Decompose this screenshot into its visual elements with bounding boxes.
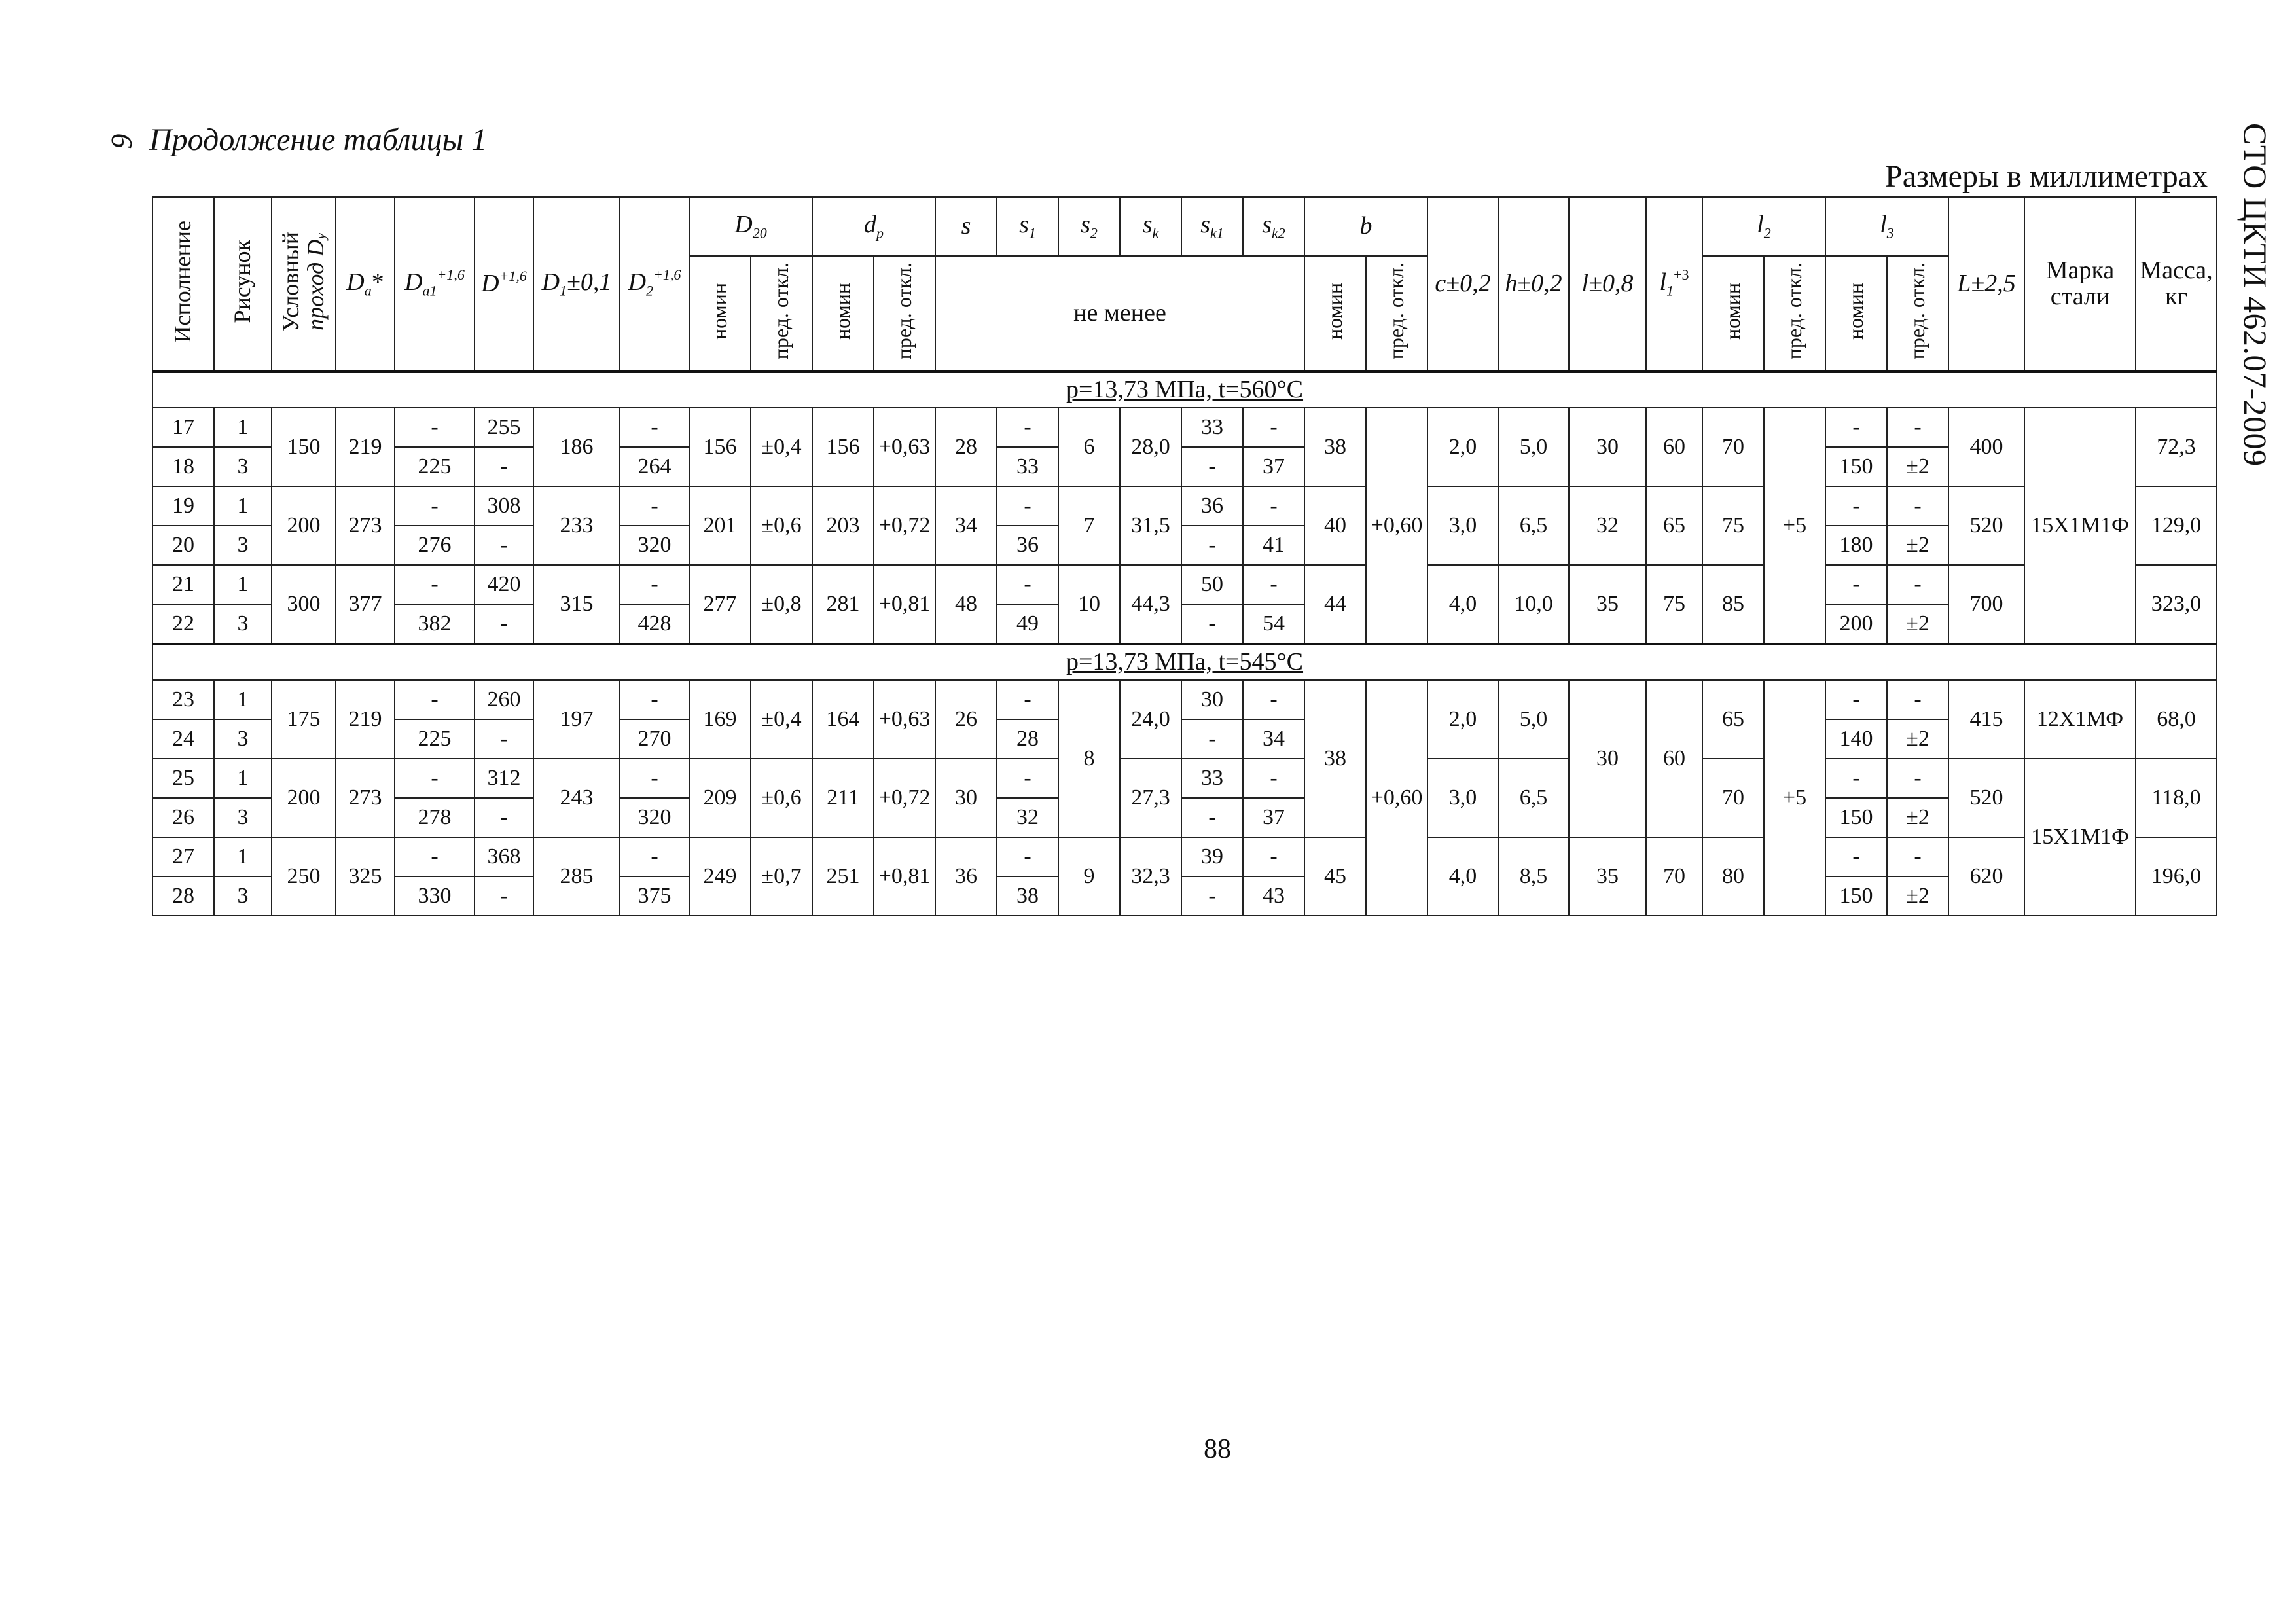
cell: -	[475, 719, 533, 759]
cell: 150	[1825, 798, 1887, 837]
cell: 27	[152, 837, 214, 876]
cell: 36	[997, 526, 1058, 565]
table-row	[152, 486, 2217, 526]
cell: 140	[1825, 719, 1887, 759]
col-figure: Рисунок	[214, 197, 272, 372]
l2-dev-header: пред. откл.	[1764, 256, 1825, 372]
cell: 251	[812, 837, 874, 916]
cell: 175	[272, 680, 336, 759]
cell: +0,72	[874, 486, 935, 565]
cell: 150	[1825, 447, 1887, 486]
table-row	[152, 680, 2217, 719]
cell: 15Х1М1Ф	[2024, 759, 2136, 916]
cell: 38	[1304, 680, 1366, 837]
col-sk2: $s_{k2}$	[1243, 197, 1304, 256]
cell: 25	[152, 759, 214, 798]
col-d: $D^{+1,6}$	[475, 197, 533, 372]
l3-dev-header: пред. откл.	[1887, 256, 1948, 372]
col-d1: $D_1\pm 0,1$	[533, 197, 620, 372]
cell: -	[1825, 486, 1887, 526]
cell: 30	[1181, 680, 1243, 719]
cell: -	[1243, 759, 1304, 798]
cell: -	[997, 408, 1058, 447]
cell: 48	[935, 565, 997, 644]
cell: 325	[336, 837, 395, 916]
col-s2: $s_2$	[1058, 197, 1120, 256]
cell: 70	[1702, 408, 1764, 486]
cell: 8	[1058, 680, 1120, 837]
col-L: L±2,5	[1948, 197, 2024, 372]
cell: -	[1243, 837, 1304, 876]
cell: 38	[1304, 408, 1366, 486]
cell: 54	[1243, 604, 1304, 644]
cell: 375	[620, 876, 689, 916]
cell: 285	[533, 837, 620, 916]
cell: -	[475, 876, 533, 916]
cell: 34	[1243, 719, 1304, 759]
cell: 40	[1304, 486, 1366, 565]
cell: 8,5	[1498, 837, 1569, 916]
cell: 281	[812, 565, 874, 644]
table-row	[152, 837, 2217, 876]
cell: -	[1825, 837, 1887, 876]
cell: 200	[1825, 604, 1887, 644]
cell: 17	[152, 408, 214, 447]
cell: ±2	[1887, 719, 1948, 759]
cell: 23	[152, 680, 214, 719]
cell: 49	[997, 604, 1058, 644]
cell: -	[1181, 719, 1243, 759]
cell: 37	[1243, 447, 1304, 486]
cell: 225	[395, 447, 475, 486]
cell: 169	[689, 680, 751, 759]
col-da: $D_a*$	[336, 197, 395, 372]
cell: 156	[812, 408, 874, 486]
col-b: b	[1304, 197, 1427, 256]
cell: 264	[620, 447, 689, 486]
cell: 18	[152, 447, 214, 486]
cell: 32	[997, 798, 1058, 837]
cell: -	[620, 759, 689, 798]
cell: 45	[1304, 837, 1366, 916]
cell: ±2	[1887, 604, 1948, 644]
cell: 320	[620, 798, 689, 837]
cell: ±2	[1887, 876, 1948, 916]
cell: -	[395, 486, 475, 526]
cell: 35	[1569, 565, 1646, 644]
cell: 28	[935, 408, 997, 486]
col-execution: Исполнение	[152, 197, 214, 372]
cell: 277	[689, 565, 751, 644]
dp-dev-header: пред. откл.	[874, 256, 935, 372]
cell: +0,63	[874, 408, 935, 486]
cell: 75	[1702, 486, 1764, 565]
cell: +0,81	[874, 565, 935, 644]
cell: 36	[1181, 486, 1243, 526]
col-h: h±0,2	[1498, 197, 1569, 372]
table-row	[152, 447, 2217, 486]
cell: 9	[1058, 837, 1120, 916]
cell: 315	[533, 565, 620, 644]
cell: 21	[152, 565, 214, 604]
cell: 3	[214, 526, 272, 565]
cell: 225	[395, 719, 475, 759]
cell: 50	[1181, 565, 1243, 604]
cell: -	[395, 837, 475, 876]
standard-code: СТО ЦКТИ 462.07-2009	[2237, 122, 2274, 467]
cell: 10,0	[1498, 565, 1569, 644]
cell: 37	[1243, 798, 1304, 837]
continuation-title: Продолжение таблицы 1	[149, 122, 488, 157]
cell: 129,0	[2136, 486, 2217, 565]
section-row	[152, 644, 2217, 680]
table-row	[152, 526, 2217, 565]
cell: -	[1181, 447, 1243, 486]
section-title: p=13,73 МПа, t=545°C	[152, 644, 2217, 680]
cell: 164	[812, 680, 874, 759]
cell: 65	[1702, 680, 1764, 759]
cell: 75	[1646, 565, 1702, 644]
cell: 420	[475, 565, 533, 604]
cell: 70	[1702, 759, 1764, 837]
cell: 60	[1646, 408, 1702, 486]
cell: -	[1887, 680, 1948, 719]
d20-nominal-header: номин	[689, 256, 751, 372]
cell: 28	[152, 876, 214, 916]
cell: 30	[1569, 408, 1646, 486]
cell: -	[1825, 565, 1887, 604]
cell: 1	[214, 565, 272, 604]
col-l2: $l_2$	[1702, 197, 1825, 256]
cell: 428	[620, 604, 689, 644]
cell: -	[1825, 759, 1887, 798]
cell: 65	[1646, 486, 1702, 565]
cell: 3	[214, 798, 272, 837]
cell: 3	[214, 604, 272, 644]
col-sk1: $s_{k1}$	[1181, 197, 1243, 256]
cell: 2,0	[1427, 408, 1498, 486]
col-da1: $D_{a1}^{+1,6}$	[395, 197, 475, 372]
cell: 28,0	[1120, 408, 1181, 486]
cell: -	[1825, 408, 1887, 447]
cell: +0,63	[874, 680, 935, 759]
cell: 41	[1243, 526, 1304, 565]
cell: 4,0	[1427, 565, 1498, 644]
cell: -	[997, 680, 1058, 719]
cell: 700	[1948, 565, 2024, 644]
cell: 219	[336, 408, 395, 486]
section-row	[152, 372, 2217, 408]
cell: ±2	[1887, 526, 1948, 565]
b-dev-header: пред. откл.	[1366, 256, 1427, 372]
col-s: s	[935, 197, 997, 256]
table-row	[152, 798, 2217, 837]
cell: -	[1825, 680, 1887, 719]
cell: 320	[620, 526, 689, 565]
cell: -	[620, 486, 689, 526]
col-mass: Масса, кг	[2136, 197, 2217, 372]
cell: 6	[1058, 408, 1120, 486]
cell: 72,3	[2136, 408, 2217, 486]
cell: 3	[214, 447, 272, 486]
cell: 3,0	[1427, 486, 1498, 565]
cell: 330	[395, 876, 475, 916]
cell: -	[1887, 565, 1948, 604]
cell: 10	[1058, 565, 1120, 644]
cell: 28	[997, 719, 1058, 759]
cell: 273	[336, 759, 395, 837]
cell: 33	[1181, 759, 1243, 798]
cell: 1	[214, 486, 272, 526]
cell: 118,0	[2136, 759, 2217, 837]
cell: 368	[475, 837, 533, 876]
cell: 68,0	[2136, 680, 2217, 759]
cell: ±2	[1887, 798, 1948, 837]
cell: ±0,7	[751, 837, 812, 916]
cell: 1	[214, 837, 272, 876]
cell: -	[1243, 408, 1304, 447]
cell: 60	[1646, 680, 1702, 837]
cell: 1	[214, 408, 272, 447]
cell: +0,60	[1366, 408, 1427, 644]
cell: 85	[1702, 565, 1764, 644]
cell: +5	[1764, 680, 1825, 916]
not-less-header: не менее	[935, 256, 1304, 372]
cell: 6,5	[1498, 486, 1569, 565]
cell: 4,0	[1427, 837, 1498, 916]
l2-nominal-header: номин	[1702, 256, 1764, 372]
col-sk: $s_k$	[1120, 197, 1181, 256]
table-row	[152, 876, 2217, 916]
col-c: c±0,2	[1427, 197, 1498, 372]
cell: 219	[336, 680, 395, 759]
units-note: Размеры в миллиметрах	[1885, 159, 2208, 194]
col-l: l±0,8	[1569, 197, 1646, 372]
cell: 2,0	[1427, 680, 1498, 759]
cell: 38	[997, 876, 1058, 916]
cell: 249	[689, 837, 751, 916]
table-row	[152, 759, 2217, 798]
cell: 20	[152, 526, 214, 565]
cell: 22	[152, 604, 214, 644]
table-row	[152, 604, 2217, 644]
cell: 260	[475, 680, 533, 719]
cell: 24	[152, 719, 214, 759]
cell: 7	[1058, 486, 1120, 565]
cell: +0,60	[1366, 680, 1427, 916]
cell: 312	[475, 759, 533, 798]
cell: 620	[1948, 837, 2024, 916]
cell: +0,72	[874, 759, 935, 837]
page-number: 88	[1204, 1434, 1231, 1464]
cell: 32,3	[1120, 837, 1181, 916]
cell: 44	[1304, 565, 1366, 644]
cell: 276	[395, 526, 475, 565]
cell: +0,81	[874, 837, 935, 916]
cell: 5,0	[1498, 408, 1569, 486]
cell: -	[475, 604, 533, 644]
cell: 26	[935, 680, 997, 759]
cell: -	[620, 680, 689, 719]
cell: -	[1181, 798, 1243, 837]
cell: -	[1243, 486, 1304, 526]
cell: 270	[620, 719, 689, 759]
cell: -	[620, 837, 689, 876]
cell: 156	[689, 408, 751, 486]
d20-dev-header: пред. откл.	[751, 256, 812, 372]
cell: 209	[689, 759, 751, 837]
cell: -	[997, 759, 1058, 798]
cell: 196,0	[2136, 837, 2217, 916]
col-l3: $l_3$	[1825, 197, 1948, 256]
dimensions-table	[152, 196, 2217, 916]
cell: 6,5	[1498, 759, 1569, 837]
cell: -	[395, 759, 475, 798]
cell: -	[997, 486, 1058, 526]
dp-nominal-header: номин	[812, 256, 874, 372]
cell: 24,0	[1120, 680, 1181, 759]
table-row	[152, 719, 2217, 759]
cell: -	[475, 447, 533, 486]
cell: -	[1181, 876, 1243, 916]
cell: 34	[935, 486, 997, 565]
cell: -	[1181, 526, 1243, 565]
cell: 250	[272, 837, 336, 916]
cell: -	[620, 408, 689, 447]
cell: -	[475, 798, 533, 837]
cell: 186	[533, 408, 620, 486]
cell: 200	[272, 759, 336, 837]
cell: 382	[395, 604, 475, 644]
cell: ±0,8	[751, 565, 812, 644]
cell: 150	[1825, 876, 1887, 916]
cell: 12Х1МФ	[2024, 680, 2136, 759]
cell: 5,0	[1498, 680, 1569, 759]
cell: -	[997, 837, 1058, 876]
cell: 33	[1181, 408, 1243, 447]
cell: 27,3	[1120, 759, 1181, 837]
cell: 19	[152, 486, 214, 526]
cell: ±0,6	[751, 486, 812, 565]
cell: -	[395, 565, 475, 604]
cell: 3,0	[1427, 759, 1498, 837]
cell: 1	[214, 680, 272, 719]
b-nominal-header: номин	[1304, 256, 1366, 372]
rotated-page-number: 6	[105, 133, 139, 149]
cell: 26	[152, 798, 214, 837]
cell: -	[395, 680, 475, 719]
cell: 1	[214, 759, 272, 798]
col-l1: $l_1^{+3}$	[1646, 197, 1702, 372]
cell: 203	[812, 486, 874, 565]
col-nominal-pass: Условный проход $D_y$	[272, 197, 336, 372]
cell: 273	[336, 486, 395, 565]
cell: 255	[475, 408, 533, 447]
cell: 35	[1569, 837, 1646, 916]
cell: 3	[214, 876, 272, 916]
l3-nominal-header: номин	[1825, 256, 1887, 372]
cell: 36	[935, 837, 997, 916]
cell: 70	[1646, 837, 1702, 916]
cell: 243	[533, 759, 620, 837]
cell: ±2	[1887, 447, 1948, 486]
col-s1: $s_1$	[997, 197, 1058, 256]
col-d2: $D_2^{+1,6}$	[620, 197, 689, 372]
cell: -	[620, 565, 689, 604]
cell: -	[997, 565, 1058, 604]
cell: 15Х1М1Ф	[2024, 408, 2136, 644]
cell: 180	[1825, 526, 1887, 565]
cell: 377	[336, 565, 395, 644]
cell: 30	[1569, 680, 1646, 837]
cell: +5	[1764, 408, 1825, 644]
cell: ±0,6	[751, 759, 812, 837]
cell: -	[475, 526, 533, 565]
col-steel: Марка стали	[2024, 197, 2136, 372]
cell: 200	[272, 486, 336, 565]
cell: 400	[1948, 408, 2024, 486]
section-title: p=13,73 МПа, t=560°C	[152, 372, 2217, 408]
cell: 150	[272, 408, 336, 486]
cell: 31,5	[1120, 486, 1181, 565]
cell: ±0,4	[751, 680, 812, 759]
cell: 80	[1702, 837, 1764, 916]
cell: 39	[1181, 837, 1243, 876]
cell: 300	[272, 565, 336, 644]
cell: -	[1243, 680, 1304, 719]
cell: 30	[935, 759, 997, 837]
cell: 415	[1948, 680, 2024, 759]
cell: -	[1887, 408, 1948, 447]
cell: -	[1181, 604, 1243, 644]
header-row-1	[152, 197, 2217, 256]
cell: -	[1887, 486, 1948, 526]
cell: 520	[1948, 486, 2024, 565]
table-row	[152, 565, 2217, 604]
cell: 201	[689, 486, 751, 565]
cell: 323,0	[2136, 565, 2217, 644]
col-d20: $D_{20}$	[689, 197, 812, 256]
col-dp: $d_p$	[812, 197, 935, 256]
cell: 520	[1948, 759, 2024, 837]
cell: 197	[533, 680, 620, 759]
cell: 32	[1569, 486, 1646, 565]
cell: 43	[1243, 876, 1304, 916]
cell: 3	[214, 719, 272, 759]
cell: ±0,4	[751, 408, 812, 486]
cell: 44,3	[1120, 565, 1181, 644]
table-row	[152, 408, 2217, 447]
cell: 278	[395, 798, 475, 837]
cell: -	[1887, 759, 1948, 798]
cell: 233	[533, 486, 620, 565]
cell: -	[395, 408, 475, 447]
cell: 211	[812, 759, 874, 837]
cell: -	[1243, 565, 1304, 604]
cell: 308	[475, 486, 533, 526]
cell: -	[1887, 837, 1948, 876]
cell: 33	[997, 447, 1058, 486]
